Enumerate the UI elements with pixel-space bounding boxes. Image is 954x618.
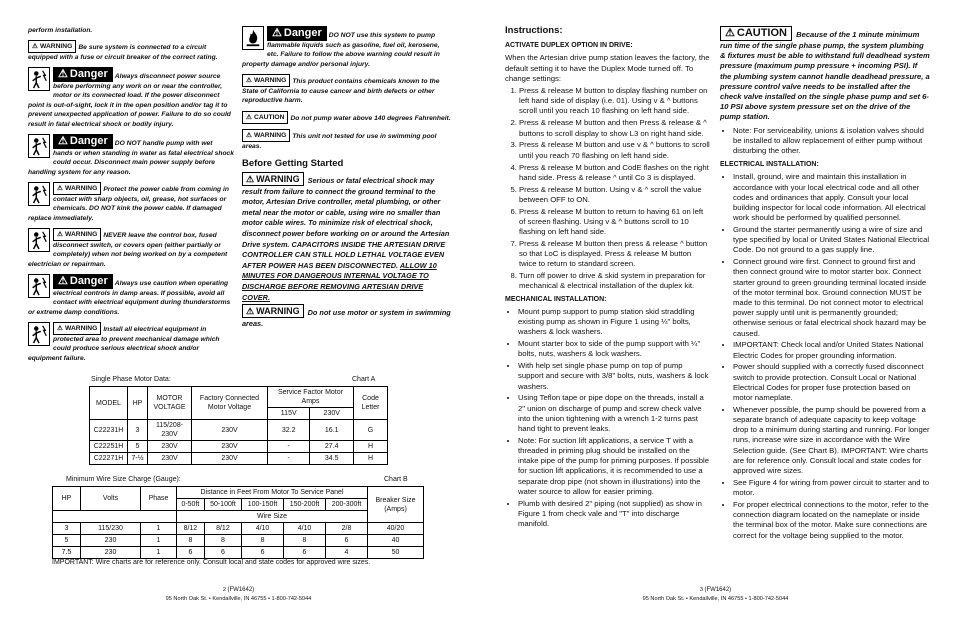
chart-a-cell: C22251H xyxy=(90,441,128,453)
electrical-shock-icon xyxy=(28,274,50,298)
chart-b-header: Volts xyxy=(81,487,141,511)
chart-b-cell: 4/10 xyxy=(284,523,326,535)
chart-a-cell: H xyxy=(354,441,388,453)
deadhead-caution xyxy=(720,26,930,123)
chart-a-cell: 230V xyxy=(192,420,268,441)
chart-a-subheader: 230V xyxy=(310,408,354,420)
mechanical-list xyxy=(505,307,710,529)
chart-b-note: IMPORTANT: Wire charts are for reference only. Consult local and state codes for approved wire sizes. xyxy=(52,559,371,566)
chart-a-cell: C22231H xyxy=(90,420,128,441)
chart-b-row xyxy=(53,547,424,559)
safety-warning-notice xyxy=(28,228,234,269)
warning-badge: ⚠ WARNING xyxy=(242,74,290,87)
chart-b-row xyxy=(53,523,424,535)
warning-badge: ⚠ WARNING xyxy=(53,182,101,195)
alert-triangle-icon: ⚠ xyxy=(57,325,63,332)
chart-a-cell: 32.2 xyxy=(268,420,310,441)
warning-badge: ⚠ WARNING xyxy=(53,228,101,241)
instructions-title: Instructions: xyxy=(505,25,563,36)
chart-a-cell: H xyxy=(354,453,388,465)
danger-badge: ⚠ Danger xyxy=(53,274,113,289)
chart-b-cell: 50 xyxy=(368,547,424,559)
electrical-step: • IMPORTANT: Check local and/or United States National Electric Codes for proper grounding information. xyxy=(733,340,930,360)
electrical-step: • For proper electrical connections to the motor, refer to the connection diagram located on the nameplate or inside the terminal box of the motor. Make sure connections are correct for the voltage being supplied to the motor. xyxy=(733,500,930,541)
alert-triangle-icon: ⚠ xyxy=(246,77,252,84)
notice-text: DO NOT handle pump with wet hands or when standing in water as fatal electrical shock could occur. Disconnect main power supply before handling system for any reason. xyxy=(28,140,234,176)
chart-b-row xyxy=(53,535,424,547)
electrical-step: • Ground the starter permanently using a wire of size and type specified by local or United States National Electrical Code. Do not ground to a gas supply line. xyxy=(733,225,930,256)
caution-triangle-icon: ⚠ xyxy=(725,27,735,39)
chart-b-cell: 6 xyxy=(204,547,241,559)
chart-b-cell: 8 xyxy=(242,535,284,547)
duplex-steps xyxy=(505,86,710,292)
safety-warning-notice xyxy=(242,74,452,106)
left-footer xyxy=(0,587,477,602)
danger-badge: ⚠ Danger xyxy=(53,134,113,149)
electrical-shock-icon xyxy=(28,67,50,91)
duplex-step: 6. Press & release M button to return to having 61 on left of screen flashing. Using v & ^ buttons scroll to 10 flashing on left hand side. xyxy=(519,207,710,238)
chart-b-header: Distance in Feet From Motor To Service Panel xyxy=(177,487,368,499)
discharge-warning-text: ALLOW 10 MINUTES FOR DANGEROUS INTERNAL VOLTAGE TO DISCHARGE BEFORE REMOVING ARTESIAN DRIVE COVER. xyxy=(242,260,437,302)
warning-badge: ⚠ WARNING xyxy=(242,129,290,142)
chart-a-subheader: 115V xyxy=(268,408,310,420)
warning-badge: ⚠ WARNING xyxy=(242,304,304,318)
chart-a-name: Chart A xyxy=(352,376,376,383)
duplex-step: 2. Press & release M button and then Press & release & ^ buttons to scroll display to show L3 on right hand side. xyxy=(519,118,710,138)
chart-a-cell: - xyxy=(268,453,310,465)
alert-triangle-icon: ⚠ xyxy=(58,68,68,80)
chart-a-header: Code Letter xyxy=(354,387,388,420)
alert-triangle-icon: ⚠ xyxy=(32,43,38,50)
caution-badge: ⚠ CAUTION xyxy=(242,111,288,124)
safety-caution-notice xyxy=(242,111,452,124)
chart-a-cell: 16.1 xyxy=(310,420,354,441)
chart-b-cell: 4/10 xyxy=(242,523,284,535)
swimming-warning xyxy=(242,304,452,329)
caution-text: Because of the 1 minute minimum run time of the single phase pump, the system plumbing & fixtures must be able to withstand full deadhead system pressure (maximum pump pressure + incoming PSI). If the plumbing system cannot handle deadhead pressure, a pressure control valve needs to be installed after the check valve installed on the single phase pump and set 6-10 PSI above system pressure set on the drive of the pump station. xyxy=(720,30,930,122)
chart-b-cell: 6 xyxy=(326,535,368,547)
chart-b-cell: 115/230 xyxy=(81,523,141,535)
chart-b-cell: 6 xyxy=(177,547,205,559)
swimming-warning-text: Do not use motor or system in swimming areas. xyxy=(242,308,451,328)
electrical-step: • See Figure 4 for wiring from power circuit to starter and to motor. xyxy=(733,478,930,498)
chart-b-table xyxy=(52,486,424,559)
safety-danger-notice xyxy=(28,134,234,177)
chart-a-header: MOTOR VOLTAGE xyxy=(148,387,192,420)
chart-a-cell: - xyxy=(268,441,310,453)
document-code: (FW1642) xyxy=(227,587,255,593)
warning-badge: ⚠ WARNING xyxy=(53,322,101,335)
chart-b-cell: 5 xyxy=(53,535,81,547)
chart-a-row xyxy=(90,441,388,453)
chart-a-cell: 230V xyxy=(148,441,192,453)
chart-b-distance: 200-300ft xyxy=(326,499,368,511)
ground-warning xyxy=(242,172,452,303)
chart-b-header: Breaker Size (Amps) xyxy=(368,487,424,523)
duplex-heading: ACTIVATE DUPLEX OPTION IN DRIVE: xyxy=(505,42,633,50)
chart-a-cell: 7-½ xyxy=(128,453,148,465)
duplex-step: 3. Press & release M button and use v & ^ buttons to scroll until you reach 70 flashing on left hand side. xyxy=(519,140,710,160)
safety-warning-notice xyxy=(28,40,234,62)
electrical-shock-icon xyxy=(28,322,50,346)
chart-b-cell: 6 xyxy=(284,547,326,559)
mechanical-step: • With help set single phase pump on top of pump support and secure with 3/8" bolts, nuts, washers & lock washers. xyxy=(518,361,710,392)
instructions-column xyxy=(505,26,710,531)
chart-a-row xyxy=(90,420,388,441)
chart-a-cell: 230V xyxy=(192,441,268,453)
mechanical-step: • Mount starter box to side of the pump support with ¼" bolts, nuts, washers & lock washers. xyxy=(518,339,710,359)
chart-b-cell: 3 xyxy=(53,523,81,535)
chart-a-header: MODEL xyxy=(90,387,128,420)
footer-address: 95 North Oak St. • Kendallville, IN 46755 • 1-800-742-5044 xyxy=(165,596,312,602)
electrical-shock-icon xyxy=(28,134,50,158)
notice-text: NEVER leave the control box, fused disconnect switch, or covers open (either partially or completely) when not being worked on by a competent electrician or repairman. xyxy=(28,232,228,268)
right-footer xyxy=(477,587,954,602)
alert-triangle-icon: ⚠ xyxy=(57,231,63,238)
alert-triangle-icon: ⚠ xyxy=(246,114,252,121)
chart-b-cell: 40/20 xyxy=(368,523,424,535)
chart-b-name: Chart B xyxy=(384,476,408,483)
electrical-shock-icon xyxy=(28,182,50,206)
notice-text: This product contains chemicals known to the State of California to cause cancer and birth defects or other reproductive harm. xyxy=(242,78,440,105)
alert-triangle-icon: ⚠ xyxy=(272,27,282,39)
chart-a-cell: 27.4 xyxy=(310,441,354,453)
mechanical-step: • Plumb with desired 2" piping (not supplied) as show in Figure 1 from check vale and "T" into discharge manifold. xyxy=(518,499,710,530)
chart-b-distance: 150-200ft xyxy=(284,499,326,511)
chart-a-cell: 3 xyxy=(128,420,148,441)
chart-a-cell: 230V xyxy=(148,453,192,465)
chart-a-cell: 115/208-230V xyxy=(148,420,192,441)
chart-a-cell: C22271H xyxy=(90,453,128,465)
warning-badge: ⚠ WARNING xyxy=(28,40,76,53)
chart-a-header: Service Factor Motor Amps xyxy=(268,387,354,408)
electrical-step: • Connect ground wire first. Connect to ground first and then connect ground wire to motor starter box. Connect starter ground to green grounding terminal located inside of the motor terminal box. Ground connection MUST be made to this terminal. Do not connect motor to electrical power supply until unit is permanently grounded; otherwise serious or fatal electrical shock hazard may be caused. xyxy=(733,257,930,339)
safety-warning-notice xyxy=(28,182,234,223)
notice-text: Install all electrical equipment in protected area to prevent mechanical damage which could produce serious electrical shock and/or equipment failure. xyxy=(28,326,220,362)
safety-danger-notice xyxy=(28,274,234,317)
chart-b-distance: 0-50ft xyxy=(177,499,205,511)
chart-b-caption: Minimum Wire Size Charge (Gauge): xyxy=(66,476,181,483)
chart-b-cell: 8 xyxy=(204,535,241,547)
before-getting-started-heading: Before Getting Started xyxy=(242,158,344,169)
chart-b-header: HP xyxy=(53,487,81,511)
alert-triangle-icon: ⚠ xyxy=(246,132,252,139)
safety-danger-notice xyxy=(242,26,452,69)
document-code: (FW1642) xyxy=(704,587,732,593)
page-number: 2 xyxy=(222,587,226,593)
footer-address: 95 North Oak St. • Kendallville, IN 46755 • 1-800-742-5044 xyxy=(642,596,789,602)
notice-text: DO NOT use this system to pump flammable liquids such as gasoline, fuel oil, kerosene, etc. Failure to follow the above warning could result in property damage and/or personal injury. xyxy=(242,32,440,68)
chart-b-distance: 100-150ft xyxy=(242,499,284,511)
duplex-step: 8. Turn off power to drive & skid system in preparation for mechanical & electrical installation of the duplex kit. xyxy=(519,271,710,291)
danger-badge: ⚠ Danger xyxy=(53,67,113,82)
chart-b-cell: 2/8 xyxy=(326,523,368,535)
chart-a-header: HP xyxy=(128,387,148,420)
chart-a-table xyxy=(89,386,388,465)
safety-danger-notice xyxy=(28,67,234,129)
chart-b-cell: 6 xyxy=(242,547,284,559)
chart-b-cell: 8/12 xyxy=(177,523,205,535)
duplex-intro: When the Artesian drive pump station leaves the factory, the default setting it to have the Duplex Mode turned off. To change settings: xyxy=(505,53,710,83)
safety-warning-notice xyxy=(242,129,452,151)
mechanical-heading: MECHANICAL INSTALLATION: xyxy=(505,295,607,303)
alert-triangle-icon: ⚠ xyxy=(58,135,68,147)
flammable-icon xyxy=(242,26,264,50)
notice-text: Always disconnect power source before performing any work on or near the controller, motor or its connected load. If the power disconnect point is out-of-sight, lock it in the open position and/or tag it to prevent unexpected application of power. Failure to do so could result in fatal electrical shock or bodily injury. xyxy=(28,73,231,128)
safety-warning-notice xyxy=(28,322,234,363)
chart-a-cell: G xyxy=(354,420,388,441)
electrical-step: • Whenever possible, the pump should be powered from a separate branch of adequate capacity to keep voltage drop to a minimum during starting and running. For longer runs, increase wire size in accordance with the Wire Selection guide. (See Chart B). IMPORTANT: Wire charts are for reference only. Consult local and state codes for approved wire sizes. xyxy=(733,405,930,476)
chart-b-cell: 8 xyxy=(177,535,205,547)
duplex-step: 1. Press & release M button to display flashing number on left hand side of display (i.e. 01). Using v & ^ buttons scroll until you reach 10 flashing on left hand side. xyxy=(519,86,710,117)
chart-b-cell: 230 xyxy=(81,535,141,547)
chart-b-cell: 4 xyxy=(326,547,368,559)
alert-triangle-icon: ⚠ xyxy=(57,185,63,192)
chart-b-cell: 1 xyxy=(141,535,177,547)
chart-b-cell: 1 xyxy=(141,547,177,559)
chart-b-cell: 1 xyxy=(141,523,177,535)
chart-b-cell: 8/12 xyxy=(204,523,241,535)
chart-b-cell: 7.5 xyxy=(53,547,81,559)
chart-b-cell: 8 xyxy=(284,535,326,547)
notice-text: Protect the power cable from coming in contact with sharp objects, oil, grease, hot surfaces or chemicals. DO NOT kink the power cable. If damaged replace immediately. xyxy=(28,186,229,222)
warning-triangle-icon: ⚠ xyxy=(246,174,255,184)
electrical-list xyxy=(720,172,930,540)
danger-badge: ⚠ Danger xyxy=(267,26,327,41)
chart-b-header: Phase xyxy=(141,487,177,511)
duplex-step: 4. Press & release M button and CodE flashes on the right hand side. Press & release ^ until Co 3 is displayed. xyxy=(519,163,710,183)
chart-a-caption: Single Phase Motor Data: xyxy=(91,376,171,383)
chart-b-wire-size: Wire Size xyxy=(177,511,368,523)
chart-b-distance: 50-100ft xyxy=(204,499,241,511)
duplex-step: 7. Press & release M button then press & release ^ button so that LoC is displayed. Press & release M button twice to return to standard screen. xyxy=(519,239,710,270)
serviceability-note: • Note: For serviceability, unions & isolation valves should be installed to allow replacement of either pump without disturbing the other. xyxy=(733,126,930,157)
mechanical-step: • Using Teflon tape or pipe dope on the threads, install a 2" union on discharge of pump and screw check valve into the union tightening with a wrench 1-2 turns past hand tight to prevent leaks. xyxy=(518,393,710,434)
notice-text: Do not pump water above 140 degrees Fahrenheit. xyxy=(290,115,451,122)
caution-badge: ⚠ CAUTION xyxy=(720,26,792,41)
chart-b-cell: 230 xyxy=(81,547,141,559)
chart-a-header: Factory Connected Motor Voltage xyxy=(192,387,268,420)
electrical-heading: ELECTRICAL INSTALLATION: xyxy=(720,161,819,169)
page-number: 3 xyxy=(699,587,703,593)
warning-badge: ⚠ WARNING xyxy=(242,172,304,186)
chart-b-cell: 40 xyxy=(368,535,424,547)
alert-triangle-icon: ⚠ xyxy=(58,275,68,287)
duplex-step: 5. Press & release M button. Using v & ^ scroll the value between OFF to ON. xyxy=(519,185,710,205)
intro-text: perform installation. xyxy=(28,27,93,34)
caution-electrical-column xyxy=(720,26,930,543)
electrical-step: • Power should supplied with a correctly fused disconnect switch to provide protection. Consult Local or National Electrical Codes for proper fuse protection based on motor nameplate. xyxy=(733,362,930,403)
ground-warning-text: Serious or fatal electrical shock may result from failure to connect the ground terminal to the motor, Artesian Drive controller, metal plumbing, or other metal near the motor or cable, using wire no smaller than motor cable wires. To minimize risk of electrical shock, disconnect power before working on or around the Artesian Drive system. CAPACITORS INSIDE THE ARTESIAN DRIVE CONTROLLER CAN STILL HOLD LETHAL VOLTAGE EVEN AFTER POWER HAS BEEN DISCONNECTED. xyxy=(242,176,450,270)
mechanical-step: • Note: For suction lift applications, a service T with a threaded in priming plug should be installed on the intake pipe of the pump for priming purposes. If possible for suction lift applications, it is recommended to use a separate drop pipe (not shown in illustrations) into the water source to allow for easier priming. xyxy=(518,436,710,497)
mechanical-step: • Mount pump support to pump station skid straddling existing pump as shown in Figure 1 using ¼" bolts, washers & lock washers. xyxy=(518,307,710,338)
notice-text: Always use caution when operating electrical controls in damp areas. If possible, avoid all contact with electrical equipment during thunderstorms or extreme damp conditions. xyxy=(28,280,231,316)
electrical-step: • Install, ground, wire and maintain this installation in accordance with your local electrical code and all other codes and ordinances that apply. Consult your local building inspector for local code information. All electrical work should be performed by qualified personnel. xyxy=(733,172,930,223)
electrical-shock-icon xyxy=(28,228,50,252)
notice-text: Be sure system is connected to a circuit equipped with a fuse or circuit breaker of the correct rating. xyxy=(28,44,218,61)
chart-a-cell: 230V xyxy=(192,453,268,465)
warning-triangle-icon: ⚠ xyxy=(246,306,255,316)
notice-text: This unit not tested for use in swimming pool areas. xyxy=(242,133,437,150)
chart-a-cell: 34.5 xyxy=(310,453,354,465)
chart-a-cell: 5 xyxy=(128,441,148,453)
chart-b-blank xyxy=(53,511,177,523)
chart-a-row xyxy=(90,453,388,465)
